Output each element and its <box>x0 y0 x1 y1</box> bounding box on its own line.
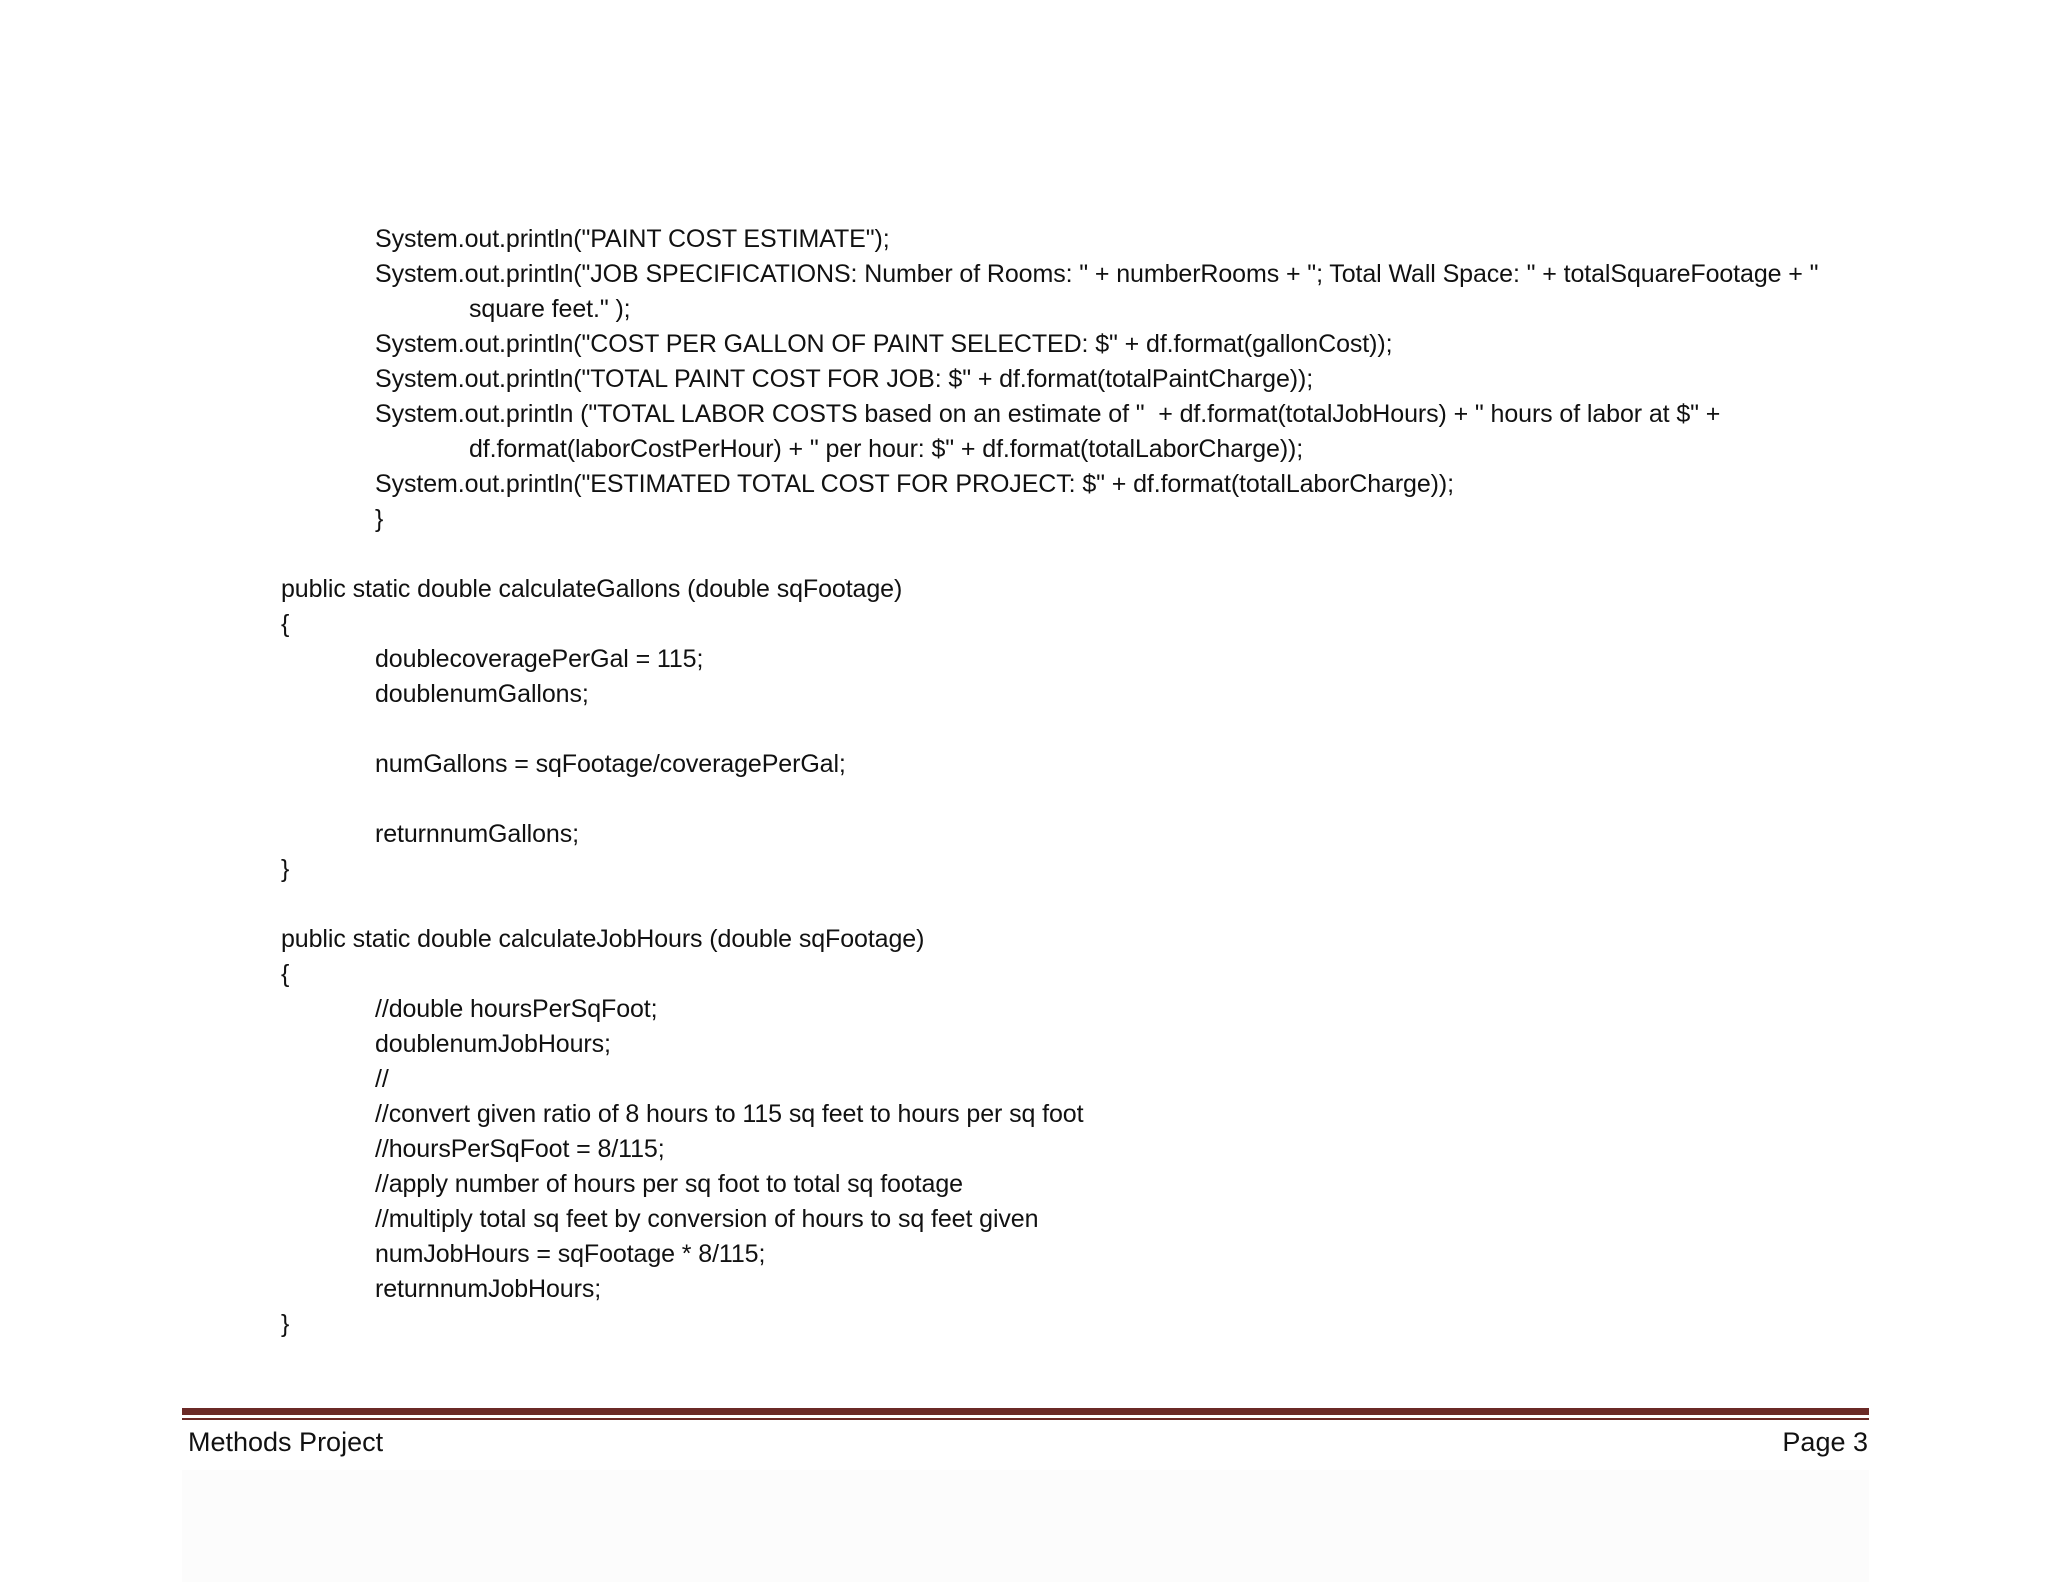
code-line: //apply number of hours per sq foot to total sq footage <box>375 1170 963 1198</box>
code-line: { <box>281 610 290 638</box>
code-line: System.out.println ("TOTAL LABOR COSTS based on an estimate of " + df.format(totalJobHours) + " hours of labor at $" + <box>375 400 1721 428</box>
code-line: } <box>281 1310 290 1338</box>
footer-rule-thin <box>182 1418 1869 1420</box>
code-line: System.out.println("TOTAL PAINT COST FOR JOB: $" + df.format(totalPaintCharge)); <box>375 365 1314 393</box>
code-line: numJobHours = sqFootage * 8/115; <box>375 1240 766 1268</box>
code-line: System.out.println("PAINT COST ESTIMATE"); <box>375 225 890 253</box>
code-line: returnnumGallons; <box>375 820 579 848</box>
code-line: //hoursPerSqFoot = 8/115; <box>375 1135 665 1163</box>
code-line: { <box>281 960 290 988</box>
code-line: System.out.println("JOB SPECIFICATIONS: Number of Rooms: " + numberRooms + "; Total Wall Space: " + totalSquareFootage + " <box>375 260 1819 288</box>
code-line: square feet." ); <box>469 295 631 323</box>
code-line: doublenumGallons; <box>375 680 589 708</box>
code-line: df.format(laborCostPerHour) + " per hour: $" + df.format(totalLaborCharge)); <box>469 435 1304 463</box>
page-bottom-band <box>182 1470 1869 1582</box>
code-line: } <box>375 505 384 533</box>
code-line: } <box>281 855 290 883</box>
footer-page-number: Page 3 <box>1782 1427 1868 1457</box>
code-line: System.out.println("COST PER GALLON OF PAINT SELECTED: $" + df.format(gallonCost)); <box>375 330 1393 358</box>
footer-document-title: Methods Project <box>188 1427 384 1457</box>
code-line: //convert given ratio of 8 hours to 115 sq feet to hours per sq foot <box>375 1100 1084 1128</box>
code-line: System.out.println("ESTIMATED TOTAL COST FOR PROJECT: $" + df.format(totalLaborCharge)); <box>375 470 1454 498</box>
code-line: returnnumJobHours; <box>375 1275 602 1303</box>
code-line: // <box>375 1065 389 1093</box>
code-line: public static double calculateJobHours (double sqFootage) <box>281 925 925 953</box>
code-line: public static double calculateGallons (double sqFootage) <box>281 575 903 603</box>
footer-rule-thick <box>182 1408 1869 1415</box>
code-line: numGallons = sqFootage/coveragePerGal; <box>375 750 846 778</box>
code-line: doublenumJobHours; <box>375 1030 611 1058</box>
code-line: doublecoveragePerGal = 115; <box>375 645 704 673</box>
code-line: //double hoursPerSqFoot; <box>375 995 658 1023</box>
code-line: //multiply total sq feet by conversion of hours to sq feet given <box>375 1205 1039 1233</box>
